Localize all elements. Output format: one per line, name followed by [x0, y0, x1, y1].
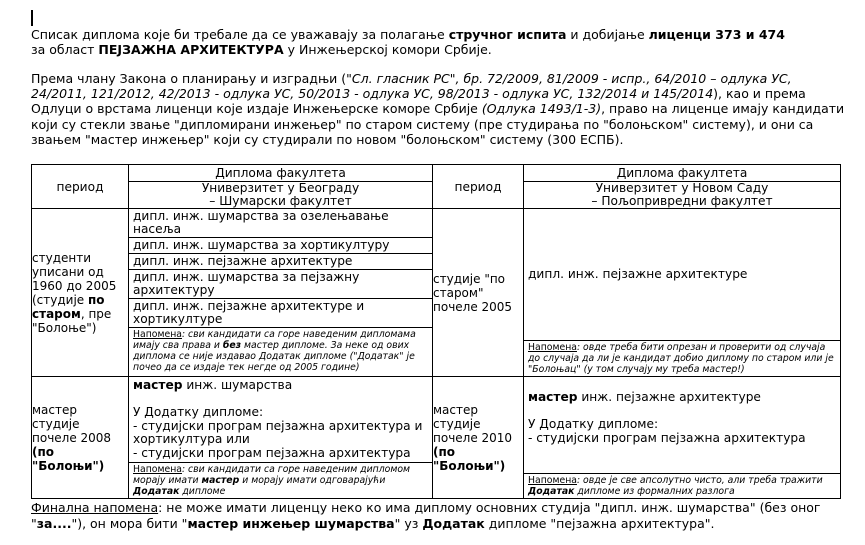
- note-bold: Додатак: [528, 486, 575, 497]
- intro-bold: ПЕЈЗАЖНА АРХИТЕКТУРА: [98, 42, 284, 58]
- table-header-row: [32, 165, 841, 209]
- decision-citation: (Одлука 1493/1-3): [481, 101, 602, 117]
- list-item: дипл. инж. пејзажне архитектуре: [129, 254, 432, 270]
- note-text: : овде треба бити опрезан и проверити од случаја до случаја да ли је кандидат добио диплому по старом или је "Болоњац" (у том случају му треба мастер!): [528, 342, 834, 375]
- ns-master-block: [524, 377, 840, 474]
- intro-bold: стручног испита: [448, 27, 567, 42]
- note-text: : сви кандидати са горе наведеним дипломама имају сва права и: [133, 329, 416, 351]
- note-label: Напомена: [133, 464, 182, 475]
- list-item: дипл. инж. пејзажне архитектуре: [524, 209, 840, 341]
- master-text: инж. пејзажне архитектуре: [577, 390, 761, 404]
- period-text: студенти уписани од 1960 до 2005 (студије: [32, 250, 117, 307]
- ns-university: Универзитет у Новом Саду: [595, 180, 769, 195]
- supplement-label: У Додатку дипломе:: [133, 405, 264, 419]
- intro-text: Списак диплома које би требале да се уважавају за полагање: [31, 27, 449, 42]
- intro-text: и добијање: [566, 27, 649, 42]
- note-label: Напомена: [528, 342, 577, 353]
- ns-old-diplomas: [524, 209, 841, 377]
- final-text: "), он мора бити ": [71, 515, 188, 531]
- bg-master-diplomas: [129, 377, 433, 499]
- bg-master-block: [129, 377, 432, 463]
- final-text: " уз: [394, 515, 423, 531]
- program-line: - студијски програм пејзажна архитектура и хортикултура или: [133, 418, 423, 446]
- note-bold: мастер: [201, 475, 240, 486]
- law-text: ), као и према Одлуци о врстама лиценци које издаје Инжењерске коморе Србије: [31, 86, 806, 117]
- intro-text: за област: [31, 42, 99, 58]
- period-header: период: [433, 165, 524, 209]
- master-bold: мастер: [528, 390, 578, 404]
- final-bold: Додатак: [422, 515, 485, 531]
- intro-paragraph: [31, 27, 846, 57]
- final-note: [31, 500, 846, 531]
- period-bold: по старом: [32, 292, 105, 321]
- ns-faculty: – Пољопривредни факултет: [591, 193, 773, 208]
- final-text: : не може имати лиценцу неко ко има диплому основних студија "дипл. инж. шумарства" (без оног ": [31, 500, 821, 531]
- bg-old-note: [129, 328, 432, 374]
- master-text: инж. шумарства: [182, 378, 293, 392]
- ns-master-period: [433, 377, 524, 499]
- list-item: дипл. инж. шумарства за озелењавање насеља: [129, 209, 432, 238]
- ns-old-note: [524, 341, 840, 376]
- table-row: [32, 377, 841, 499]
- note-text: и морају имати одговарајући: [239, 475, 386, 486]
- period-text: , пре "Болоње"): [32, 306, 112, 335]
- note-label: Напомена: [133, 329, 182, 340]
- intro-bold: лиценци 373 и 474: [648, 27, 785, 42]
- list-item: дипл. инж. пејзажне архитектуре и хортикултуре: [129, 299, 432, 328]
- master-period: [32, 377, 129, 499]
- bg-master-note: [129, 463, 432, 498]
- law-citation: "Сл. гласник РС", бр. 72/2009, 81/2009 - испр., 64/2010 – одлука УС, 24/2011, 121/2012, 42/2013 - одлука УС, 50/2013 - одлука УС, 98/2013 - одлука УС, 132/2014 и 145/2014: [31, 71, 792, 102]
- period-bold: (по "Болоњи"): [433, 444, 506, 473]
- final-bold: за....: [36, 515, 72, 531]
- list-item: дипл. инж. шумарства за пејзажну архитектуру: [129, 270, 432, 299]
- supplement-label: У Додатку дипломе:: [528, 417, 659, 431]
- period-text: мастер студије почеле 2010: [433, 402, 513, 445]
- note-text: дипломе из формалних разлога: [574, 486, 735, 497]
- list-item: дипл. инж. шумарства за хортикултуру: [129, 238, 432, 254]
- period-bold: (по "Болоњи"): [32, 444, 105, 473]
- ns-master-note: [524, 474, 840, 498]
- program-line: - студијски програм пејзажна архитектура: [528, 430, 806, 445]
- note-bold: без: [222, 340, 242, 351]
- text-cursor: [31, 10, 33, 26]
- note-text: дипломе: [179, 486, 226, 497]
- note-text: : овде је све апсолутно чисто, али треба тражити: [576, 475, 823, 486]
- program-line: - студијски програм пејзажна архитектура: [133, 445, 411, 460]
- final-text: дипломе "пејзажна архитектура".: [484, 515, 715, 531]
- final-note-label: Финална напомена: [31, 500, 159, 515]
- bg-diploma-header: [129, 165, 433, 209]
- bg-university: Универзитет у Београду: [201, 180, 360, 195]
- note-label: Напомена: [528, 475, 577, 486]
- final-bold: мастер инжењер шумарства: [187, 515, 395, 531]
- law-text: Према члану Закона о планирању и изградњи (: [31, 71, 347, 86]
- note-text: мастер дипломе. За неке од ових диплома се није издавао Додатак дипломе ("Додатак" је почео да се издаје тек негде од 2005 године): [133, 340, 415, 373]
- old-system-period: [32, 209, 129, 377]
- diploma-label: Диплома факултета: [129, 166, 432, 182]
- bg-faculty: – Шумарски факултет: [209, 193, 352, 208]
- note-bold: Додатак: [133, 486, 180, 497]
- ns-old-period: студије "по старом" почеле 2005: [433, 209, 524, 377]
- ns-master-diplomas: [524, 377, 841, 499]
- bg-old-diplomas: [129, 209, 433, 377]
- table-row: [32, 209, 841, 377]
- law-text: , право на лиценце имају кандидати који су стекли звање "дипломирани инжењер" по старом систему (пре студирања по "болоњском" систему), и они са звањем "мастер инжењер" који су студирали по новом "болоњском" систему (300 ЕСПБ).: [31, 101, 845, 147]
- intro-text: у Инжењерској комори Србије.: [283, 42, 492, 58]
- note-text: : сви кандидати са горе наведеним дипломом морају имати: [133, 464, 411, 486]
- period-text: мастер студије почеле 2008: [32, 402, 112, 445]
- period-header: период: [32, 165, 129, 209]
- diploma-label: Диплома факултета: [524, 166, 840, 182]
- law-paragraph: [31, 71, 846, 147]
- ns-diploma-header: [524, 165, 841, 209]
- master-bold: мастер: [133, 378, 183, 392]
- diploma-table: [31, 164, 841, 499]
